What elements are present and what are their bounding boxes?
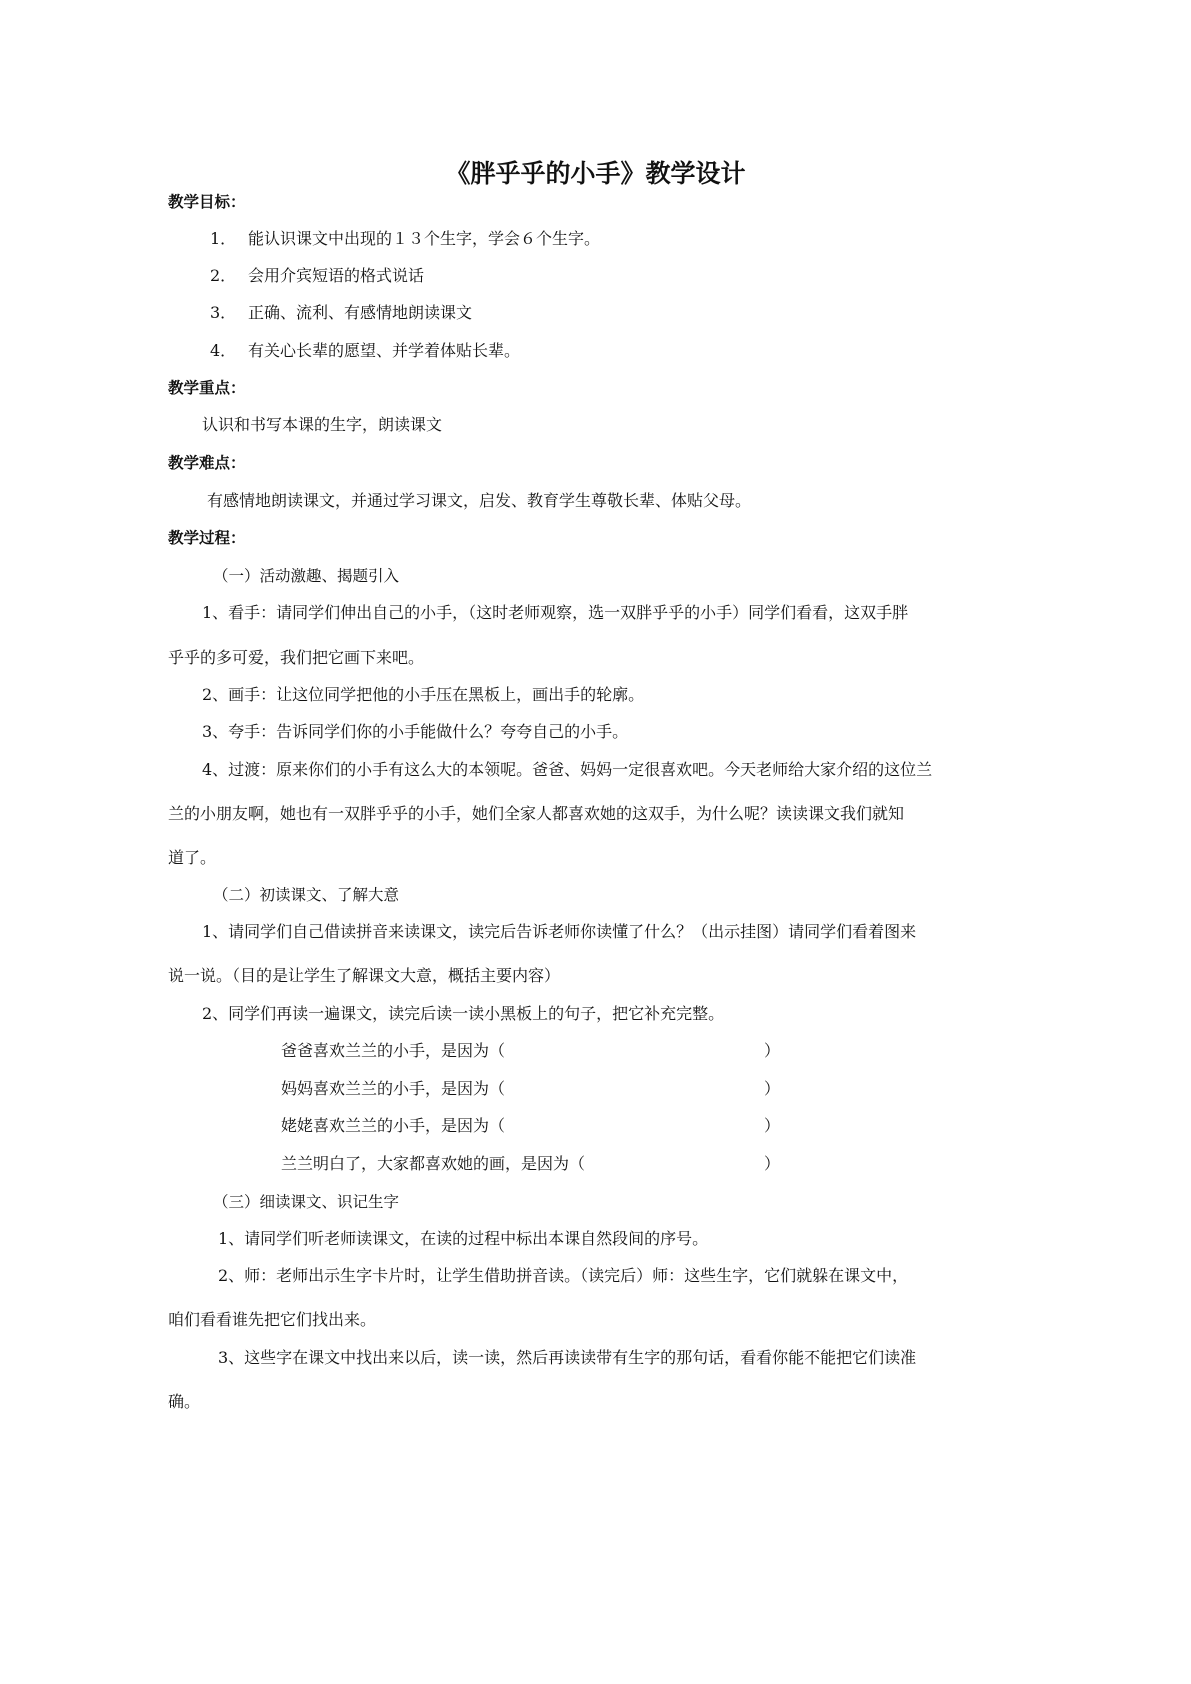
goal-number: 3．	[210, 303, 237, 322]
goal-text: 有关心长辈的愿望、并学着体贴长辈。	[248, 341, 521, 360]
goal-number: 2．	[210, 266, 237, 285]
goals-heading: 教学目标：	[168, 193, 246, 211]
fill-in-close-paren: ）	[764, 1041, 781, 1060]
fill-in-sentence: 兰兰明白了，大家都喜欢她的画，是因为（	[281, 1154, 586, 1173]
goal-item-3	[210, 303, 472, 323]
section-title-1: （一）活动激趣、揭题引入	[213, 567, 400, 585]
paragraph: 4、过渡：原来你们的小手有这么大的本领呢。爸爸、妈妈一定很喜欢吧。今天老师给大家介绍的这位兰	[202, 760, 933, 779]
paragraph: 确。	[168, 1392, 201, 1411]
paragraph: 2、同学们再读一遍课文，读完后读一读小黑板上的句子，把它补充完整。	[202, 1004, 725, 1023]
key-points-heading: 教学重点：	[168, 379, 246, 397]
fill-in-close-paren: ）	[764, 1079, 781, 1098]
paragraph: 咱们看看谁先把它们找出来。	[168, 1310, 377, 1329]
paragraph: 1、看手：请同学们伸出自己的小手，（这时老师观察，选一双胖乎乎的小手）同学们看看，这双手胖	[202, 603, 909, 622]
fill-in-close-paren: ）	[764, 1116, 781, 1135]
paragraph: 2、画手：让这位同学把他的小手压在黑板上，画出手的轮廓。	[202, 685, 645, 704]
goal-item-4	[210, 341, 520, 361]
goal-text: 会用介宾短语的格式说话	[248, 266, 425, 285]
goal-number: 4．	[210, 341, 237, 360]
paragraph: 道了。	[168, 848, 217, 867]
paragraph: 乎乎的多可爱，我们把它画下来吧。	[168, 648, 425, 667]
difficulties-text: 有感情地朗读课文，并通过学习课文，启发、教育学生尊敬长辈、体贴父母。	[207, 491, 752, 510]
goal-item-2	[210, 266, 424, 286]
paragraph: 兰的小朋友啊，她也有一双胖乎乎的小手，她们全家人都喜欢她的这双手，为什么呢？读读课文我们就知	[168, 804, 905, 823]
paragraph: 3、这些字在课文中找出来以后，读一读，然后再读读带有生字的那句话，看看你能不能把它们读准	[218, 1348, 917, 1367]
goal-text: 能认识课文中出现的１３个生字，学会６个生字。	[248, 229, 601, 248]
process-heading: 教学过程：	[168, 529, 246, 547]
paragraph: 1、请同学们自己借读拼音来读课文，读完后告诉老师你读懂了什么？（出示挂图）请同学们看着图来	[202, 922, 917, 941]
document-title: 《胖乎乎的小手》教学设计	[445, 159, 746, 188]
paragraph: 3、夸手：告诉同学们你的小手能做什么？夸夸自己的小手。	[202, 722, 629, 741]
fill-in-sentence: 妈妈喜欢兰兰的小手，是因为（	[281, 1079, 506, 1098]
paragraph: 2、师：老师出示生字卡片时，让学生借助拼音读。（读完后）师：这些生字，它们就躲在课文中，	[218, 1266, 909, 1285]
fill-in-close-paren: ）	[764, 1154, 781, 1173]
paragraph: 说一说。（目的是让学生了解课文大意，概括主要内容）	[168, 966, 561, 985]
difficulties-heading: 教学难点：	[168, 454, 246, 472]
section-title-3: （三）细读课文、识记生字	[213, 1193, 400, 1211]
goal-text: 正确、流利、有感情地朗读课文	[248, 303, 473, 322]
key-points-text: 认识和书写本课的生字，朗读课文	[202, 415, 443, 434]
paragraph: 1、请同学们听老师读课文，在读的过程中标出本课自然段间的序号。	[218, 1229, 709, 1248]
fill-in-sentence: 姥姥喜欢兰兰的小手，是因为（	[281, 1116, 506, 1135]
goal-number: 1．	[210, 229, 237, 248]
section-title-2: （二）初读课文、了解大意	[213, 886, 400, 904]
fill-in-sentence: 爸爸喜欢兰兰的小手，是因为（	[281, 1041, 506, 1060]
goal-item-1	[210, 229, 600, 249]
